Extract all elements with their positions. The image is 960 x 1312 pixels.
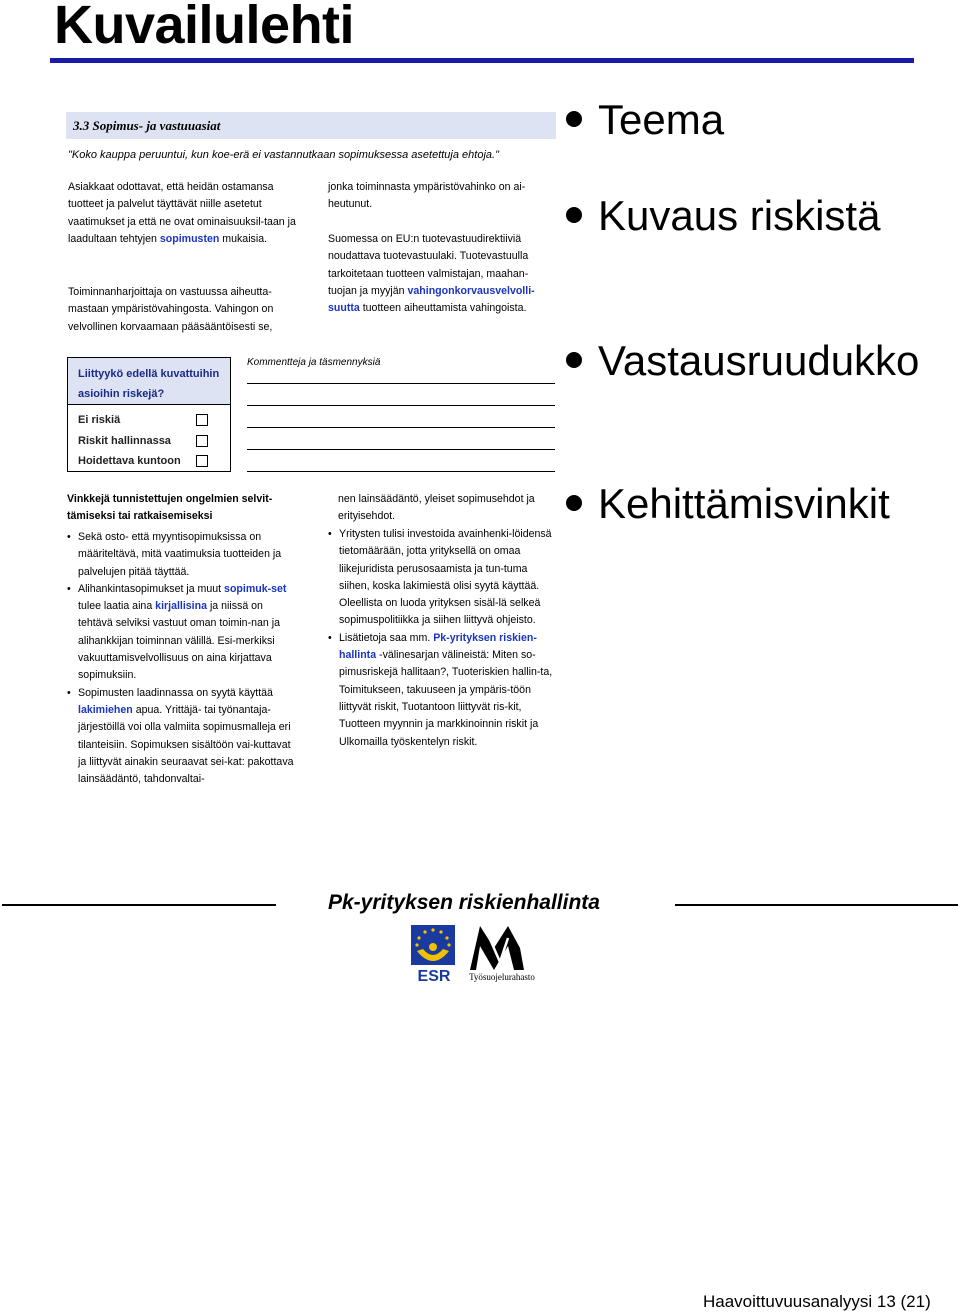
checkbox-riskit-hallinnassa[interactable] [196,435,208,447]
bullet-dot-icon [566,111,582,127]
text: Asiakkaat odottavat, että heidän ostamansa tuotteet ja palvelut täyttävät niille asetetut vaatimukset ja että ne ovat ominaisuuksil-taan ja laadultaan tehtyjen [68,181,296,245]
tips-title: Vinkkejä tunnistettujen ongelmien selvit-tämiseksi tai ratkaisemiseksi [67,493,273,523]
tip-item: • Sekä osto- että myyntisopimuksissa on määriteltävä, mitä vaatimuksia tuotteiden ja palvelujen pitää täyttää. [67,529,298,581]
comment-line[interactable] [247,427,555,428]
bullet-text: Kuvaus riskistä [598,192,881,239]
checkbox-ei-riskia[interactable] [196,414,208,426]
link-pk-yrityksen-riskienhallinta[interactable]: Pk-yrityksen riskien-hallinta [339,631,537,662]
bullet-dot-icon [566,207,582,223]
text: -välinesarjan välineistä: Miten so-pimusriskejä hallitaan?, Tuoteriskien hallin-ta, Toimitukseen, takuuseen ja ympäris-töön liittyvät riskit, Tuotantoon liittyvät ris-kit, Tuotteen myynnin ja markkinoinnin riskit ja Ulkomailla työskentelyn riskit. [339,649,553,748]
text: tuotteen aiheuttamista vahingoista. [359,302,527,315]
comments-label: Kommentteja ja täsmennyksiä [247,357,381,368]
link-lakimiehen[interactable]: lakimiehen [78,703,133,716]
question-heading: Liittyykö edellä kuvattuihin asioihin riskejä? [68,358,230,405]
bullet-item [566,96,960,144]
bullet-dot-icon [566,352,582,368]
footer-rule-left [2,904,276,906]
col2-paragraph-2 [328,231,556,317]
bullet-text: Vastausruudukko [598,337,920,384]
tip-item [328,630,558,751]
risk-question-box [67,357,231,472]
page-title: Kuvailulehti [54,0,355,55]
bullet-text: Kehittämisvinkit [598,480,890,527]
bullet-item [566,192,960,240]
footer-rule-right [675,904,958,906]
document-excerpt [66,112,558,792]
comment-line[interactable] [247,383,555,384]
comment-line[interactable] [247,471,555,472]
tip-continuation: nen lainsäädäntö, yleiset sopimusehdot ja erityisehdot. [338,493,535,523]
tips-list-col1 [67,529,298,788]
col2-paragraph-1: jonka toiminnasta ympäristövahinko on ai-heutunut. [328,181,526,211]
section-heading: 3.3 Sopimus- ja vastuuasiat [66,112,556,139]
quote: "Koko kauppa peruuntui, kun koe-erä ei vastannutkaan sopimuksessa asetettuja ehtoja." [68,149,499,161]
esr-logo-text: ESR [417,968,451,983]
comment-line[interactable] [247,405,555,406]
checkbox-hoidettava-kuntoon[interactable] [196,455,208,467]
link-vahingonkorvaus[interactable]: vahingonkorvausvelvolli-suutta [328,284,535,315]
tyosuojelurahasto-logo-text: Työsuojelurahasto [469,972,535,982]
bullet-item [566,480,960,528]
tip-item: • Yritysten tulisi investoida avainhenki-löidensä tietomäärään, jotta yrityksellä on omaa liikejuridista perusosaamista ja tun-tuma siihen, koska lakimiestä olisi syytä käyttää. Oleellista on luoda yrityksen sisäl-lä selkeä sopimuspolitiikka ja siihen liittyvä ohjeisto. [328,526,558,630]
col1-paragraph-1 [68,179,296,248]
text: Alihankintasopimukset ja muut [78,582,225,595]
tip-item [67,685,298,789]
tyosuojelurahasto-logo-icon [462,922,542,984]
bullet-text: Teema [598,96,725,143]
col1-paragraph-2: Toiminnanharjoittaja on vastuussa aiheutta-mastaan ympäristövahingosta. Vahingon on velvollinen korvaamaan pääsääntöisesti se, [68,286,274,333]
link-kirjallisina[interactable]: kirjallisina [155,600,207,613]
link-sopimukset[interactable]: sopimuk-set [224,582,287,595]
text: Suomessa on EU:n tuotevastuudirektiiviä noudattava tuotevastuulaki. Tuotevastuulla tarkoitetaan tuotteen valmistajan, maahan-tuojan ja myyjän [328,233,529,297]
text: mukaisia. [219,232,268,245]
option-label: Riskit hallinnassa [78,435,171,447]
link-sopimusten[interactable]: sopimusten [159,232,220,245]
comment-line[interactable] [247,449,555,450]
footer-title: Pk-yrityksen riskienhallinta [328,891,600,914]
esr-logo-icon [409,923,459,983]
option-label: Hoidettava kuntoon [78,455,181,467]
text: tulee laatia aina [78,600,156,613]
text: Sopimusten laadinnassa on syytä käyttää [78,686,273,699]
tip-item [67,581,298,685]
bullet-dot-icon [566,495,582,511]
option-label: Ei riskiä [78,414,121,426]
bullet-item [566,337,960,385]
page-number: Haavoittuvuusanalyysi 13 (21) [703,1292,931,1311]
text: Lisätietoja saa mm. [339,631,434,644]
text: ja niissä on tehtävä selviksi vastuut oman toimin-nan ja alihankkijan toiminnan välillä. Esi-merkiksi vakuuttamisvelvollisuus on aina kirjattava sopimuksiin. [78,600,280,682]
tips-list-col2 [328,526,558,751]
title-rule [50,58,914,63]
text: apua. Yrittäjä- tai työnantaja-järjestöillä voi olla valmiita sopimusmalleja eri tilanteisiin. Sopimuksen sisältöön vai-kuttavat ja liittyvät ainakin seuraavat sei-kat: pakottava lainsäädäntö, tahdonvaltai- [78,703,294,786]
